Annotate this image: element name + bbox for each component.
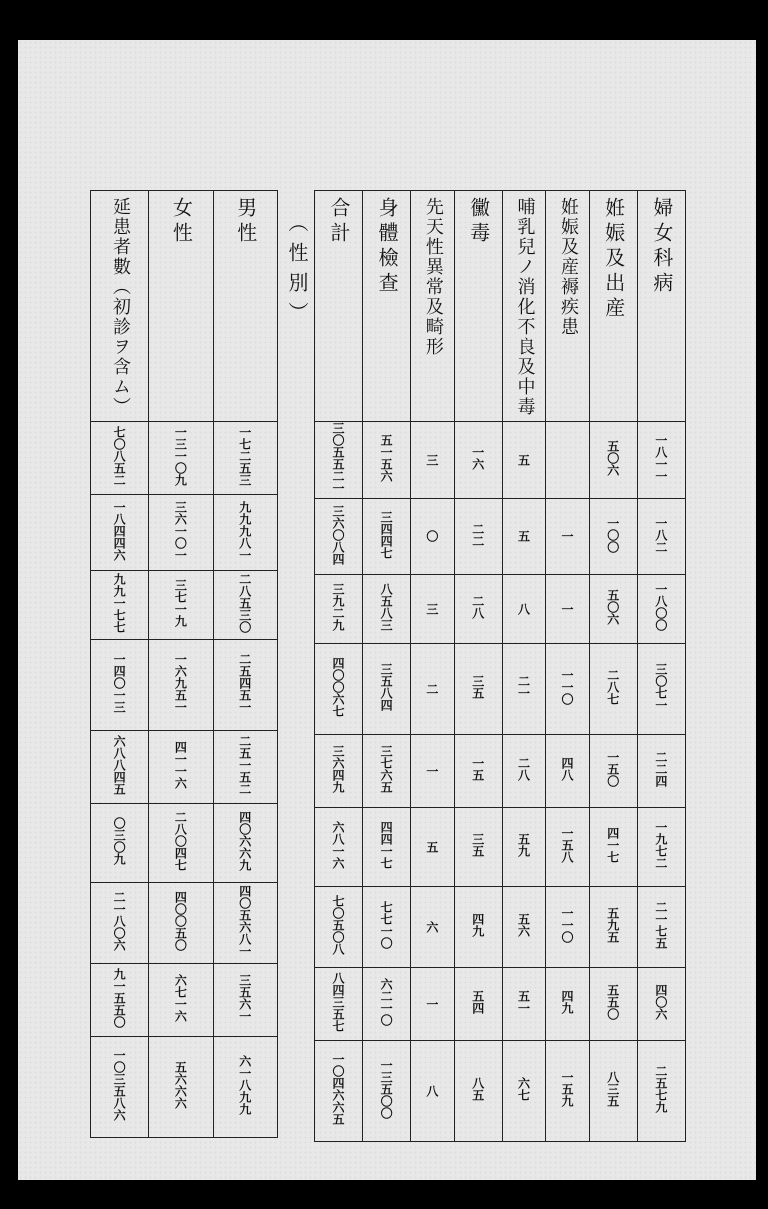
table-cell	[546, 735, 589, 808]
cell-value: 六二一〇	[379, 978, 394, 1026]
table-row	[91, 804, 278, 883]
cell-value: 三七一九	[173, 579, 188, 627]
table-cell	[546, 575, 589, 644]
table-cell	[213, 640, 277, 731]
cell-value: 一〇三五八六	[112, 1049, 127, 1121]
table-cell	[213, 964, 277, 1037]
table-cell	[315, 1041, 363, 1142]
column-header-label: 延患者數（初診ヲ含ム）	[110, 197, 132, 417]
cell-value: 五一五六	[379, 434, 394, 482]
table-cell	[637, 1041, 685, 1142]
table-cell	[149, 964, 213, 1037]
cell-value: 二八	[470, 595, 485, 619]
column-header-label: 哺乳兒ノ消化不良及中毒	[514, 197, 536, 417]
cell-value: 一	[559, 530, 574, 542]
column-header	[589, 191, 637, 422]
table-cell	[213, 422, 277, 495]
column-header-label: 姙娠及出産	[601, 197, 626, 322]
table-cell	[589, 499, 637, 575]
cell-value: 一八二	[653, 516, 668, 553]
table-cell	[363, 808, 411, 887]
disease-table	[314, 190, 686, 1142]
cell-value: 二一七五	[653, 901, 668, 949]
cell-value: 五六六六	[173, 1061, 188, 1109]
table-cell	[546, 887, 589, 968]
table-row	[315, 887, 686, 968]
table-cell	[502, 808, 545, 887]
cell-value: 九九一七七	[112, 573, 127, 633]
cell-value: 四〇六	[653, 984, 668, 1020]
table-cell	[91, 883, 149, 964]
cell-value: 七七一〇	[379, 901, 394, 949]
cell-value: 三五	[470, 675, 485, 699]
column-header-label: 男性	[233, 197, 258, 247]
cell-value: 二八五三〇	[237, 573, 252, 633]
cell-value: 二二四	[653, 751, 668, 787]
cell-value: 一四〇一三	[112, 653, 127, 713]
cell-value: 二一	[516, 675, 531, 699]
cell-value: 一五八	[559, 827, 574, 863]
table-cell	[315, 644, 363, 735]
table-cell	[91, 1037, 149, 1138]
cell-value: 六一八九九	[237, 1055, 252, 1115]
cell-value: 三六四九	[331, 745, 346, 793]
cell-value: 三五	[470, 833, 485, 857]
cell-value: 七〇五〇八	[331, 895, 346, 955]
table-cell	[149, 571, 213, 640]
cell-value: 三七六五	[379, 745, 394, 793]
column-header-label: 婦女科病	[649, 197, 674, 297]
table-cell	[454, 887, 502, 968]
table-row	[315, 1041, 686, 1142]
table-cell	[454, 644, 502, 735]
cell-value: 一一〇	[559, 669, 574, 705]
column-header	[637, 191, 685, 422]
cell-value: 三六一〇一	[173, 500, 188, 561]
column-header	[91, 191, 149, 422]
table-cell	[91, 731, 149, 804]
table-cell	[454, 422, 502, 499]
cell-value: 一八〇〇	[653, 583, 668, 631]
cell-value: 四〇〇六七	[331, 657, 346, 717]
cell-value: 五	[516, 453, 531, 466]
table-cell	[91, 422, 149, 495]
column-header	[213, 191, 277, 422]
cell-value: 一五	[470, 757, 485, 781]
cell-value: 三五六一	[237, 974, 252, 1022]
table-cell	[363, 968, 411, 1041]
column-header	[363, 191, 411, 422]
cell-value: 一五〇	[605, 751, 620, 787]
table-row	[91, 731, 278, 804]
cell-value: 一八四四六	[112, 500, 127, 561]
table-cell	[363, 887, 411, 968]
cell-value: 二八	[516, 757, 531, 781]
table-cell	[315, 499, 363, 575]
cell-value: 五九五	[605, 907, 620, 943]
table-row	[91, 640, 278, 731]
table-cell	[589, 575, 637, 644]
cell-value: 一〇〇	[605, 516, 620, 553]
table-row	[91, 964, 278, 1037]
table-cell	[546, 968, 589, 1041]
column-header	[149, 191, 213, 422]
table-cell	[411, 735, 454, 808]
cell-value: 三〇五五二一	[331, 422, 346, 494]
table-cell	[502, 499, 545, 575]
table-cell	[546, 1041, 589, 1142]
cell-value: 八三五	[605, 1071, 620, 1107]
cell-value: 五一	[516, 990, 531, 1014]
table-cell	[315, 422, 363, 499]
cell-value: 四〇六六九	[237, 811, 252, 871]
cell-value: 八五八三	[379, 583, 394, 631]
table-row	[91, 883, 278, 964]
table-cell	[589, 1041, 637, 1142]
table-cell	[411, 808, 454, 887]
cell-value: 六八八四五	[112, 735, 127, 795]
table-cell	[315, 968, 363, 1041]
table-cell	[589, 422, 637, 499]
cell-value: 八五	[470, 1077, 485, 1101]
cell-value: 一	[424, 764, 439, 777]
cell-value: 三	[424, 602, 439, 615]
table-cell	[502, 1041, 545, 1142]
table-cell	[589, 968, 637, 1041]
table-cell	[213, 883, 277, 964]
table-cell	[637, 644, 685, 735]
table-row	[315, 575, 686, 644]
section-heading: （性別）	[285, 212, 309, 332]
column-header-label: 黴毒	[466, 197, 491, 247]
cell-value: 四〇五六八一	[237, 885, 252, 957]
table-cell	[363, 1041, 411, 1142]
cell-value: 五	[516, 530, 531, 542]
column-header-label: 姙娠及産褥疾患	[557, 197, 579, 337]
table-cell	[363, 575, 411, 644]
cell-value: 二二	[470, 522, 485, 547]
table-cell	[589, 735, 637, 808]
table-cell	[454, 808, 502, 887]
cell-value: 一	[559, 602, 574, 615]
table-cell	[589, 808, 637, 887]
cell-value: 三四四七	[379, 510, 394, 559]
table-cell	[502, 735, 545, 808]
cell-value: 一九七二	[653, 821, 668, 869]
cell-value: 一三一〇九	[173, 426, 188, 486]
table-cell	[546, 644, 589, 735]
cell-value: 五四	[470, 990, 485, 1014]
table-cell	[363, 422, 411, 499]
cell-value: 四一七	[605, 827, 620, 863]
column-header-label: 女性	[169, 197, 194, 247]
table-cell	[411, 1041, 454, 1142]
cell-value: 一〇四六六五	[331, 1053, 346, 1125]
cell-value: 八四三五七	[331, 972, 346, 1032]
cell-value: 二	[424, 682, 439, 695]
cell-value: 〇三〇九	[112, 817, 127, 865]
column-header	[502, 191, 545, 422]
column-header-label: 身體檢查	[375, 197, 400, 297]
table-cell	[411, 887, 454, 968]
table-cell	[546, 422, 589, 499]
cell-value: 六	[424, 920, 439, 933]
table-cell	[315, 808, 363, 887]
table-row	[315, 644, 686, 735]
table-cell	[149, 883, 213, 964]
cell-value: 五〇六	[605, 440, 620, 476]
table-row	[315, 735, 686, 808]
cell-value: 四四一七	[379, 821, 394, 869]
table-row	[91, 495, 278, 571]
table-cell	[637, 499, 685, 575]
table-cell	[454, 1041, 502, 1142]
table-row	[315, 422, 686, 499]
cell-value: 二八七	[605, 669, 620, 705]
cell-value: 三九二九	[331, 583, 346, 631]
column-header-label: 合計	[327, 197, 352, 247]
cell-value: 五〇六	[605, 589, 620, 625]
cell-value: 九一五五〇	[112, 968, 127, 1028]
cell-value: 四九	[470, 913, 485, 937]
cell-value: 二五七九	[653, 1065, 668, 1113]
table-cell	[315, 575, 363, 644]
cell-value: 五	[424, 840, 439, 853]
cell-value: 四〇〇五〇	[173, 891, 188, 951]
table-cell	[363, 644, 411, 735]
table-cell	[637, 887, 685, 968]
table-cell	[315, 735, 363, 808]
table-cell	[91, 964, 149, 1037]
table-cell	[213, 571, 277, 640]
cell-value: 五六	[516, 913, 531, 937]
cell-value: 七〇八五二	[112, 426, 127, 486]
table-cell	[637, 735, 685, 808]
cell-value: 一七二五三	[237, 426, 252, 486]
column-header	[315, 191, 363, 422]
table-row	[91, 571, 278, 640]
cell-value: 四八	[559, 757, 574, 781]
table-cell	[454, 968, 502, 1041]
cell-value: 一三五〇〇	[379, 1059, 394, 1119]
table-cell	[589, 887, 637, 968]
table-cell	[213, 804, 277, 883]
cell-value: 二八〇四七	[173, 811, 188, 871]
table-cell	[411, 968, 454, 1041]
cell-value: 六八一六	[331, 821, 346, 869]
cell-value: 四九	[559, 990, 574, 1014]
table-cell	[637, 575, 685, 644]
column-header-label: 先天性異常及畸形	[422, 197, 444, 357]
table-cell	[454, 575, 502, 644]
cell-value: 二五四五一	[237, 653, 252, 713]
sex-table	[90, 190, 278, 1138]
cell-value: 五九	[516, 833, 531, 857]
table-cell	[149, 495, 213, 571]
table-cell	[91, 640, 149, 731]
table-cell	[149, 731, 213, 804]
cell-value: 二五一五二	[237, 735, 252, 795]
table-cell	[637, 808, 685, 887]
table-cell	[149, 640, 213, 731]
cell-value: 四一一六	[173, 741, 188, 789]
table-cell	[502, 644, 545, 735]
table-cell	[213, 731, 277, 804]
table-cell	[363, 735, 411, 808]
cell-value: 六七	[516, 1077, 531, 1101]
table-cell	[637, 422, 685, 499]
cell-value: 三	[424, 453, 439, 466]
table-cell	[502, 887, 545, 968]
table-cell	[502, 575, 545, 644]
cell-value: 三六〇八四	[331, 504, 346, 565]
table-cell	[149, 1037, 213, 1138]
table-cell	[91, 495, 149, 571]
table-cell	[213, 495, 277, 571]
table-cell	[411, 644, 454, 735]
cell-value: 三五八四	[379, 663, 394, 711]
column-header	[454, 191, 502, 422]
table-cell	[502, 968, 545, 1041]
column-header	[546, 191, 589, 422]
table-cell	[91, 571, 149, 640]
cell-value: 三〇七一	[653, 663, 668, 711]
table-row	[315, 499, 686, 575]
table-cell	[546, 499, 589, 575]
cell-value: 一八一一	[653, 434, 668, 482]
cell-value: 五五〇	[605, 984, 620, 1020]
cell-value: 九九九八一	[237, 500, 252, 561]
cell-value: 一五九	[559, 1071, 574, 1107]
table-cell	[546, 808, 589, 887]
table-cell	[502, 422, 545, 499]
cell-value: 一六九五一	[173, 653, 188, 713]
table-cell	[454, 499, 502, 575]
table-cell	[454, 735, 502, 808]
cell-value: 一	[424, 997, 439, 1010]
cell-value: 八	[516, 602, 531, 615]
table-cell	[411, 499, 454, 575]
table-cell	[315, 887, 363, 968]
cell-value: 一六	[470, 446, 485, 470]
cell-value: 六七一六	[173, 974, 188, 1022]
cell-value: 〇	[424, 530, 439, 542]
cell-value: 二一八〇六	[112, 891, 127, 951]
table-cell	[411, 422, 454, 499]
table-row	[91, 422, 278, 495]
table-cell	[91, 804, 149, 883]
table-cell	[363, 499, 411, 575]
cell-value: 一一〇	[559, 907, 574, 943]
table-row	[91, 1037, 278, 1138]
table-cell	[637, 968, 685, 1041]
column-header	[411, 191, 454, 422]
table-cell	[411, 575, 454, 644]
cell-value: 八	[424, 1084, 439, 1097]
table-cell	[213, 1037, 277, 1138]
table-row	[315, 968, 686, 1041]
table-cell	[149, 422, 213, 495]
table-row	[315, 808, 686, 887]
table-cell	[149, 804, 213, 883]
table-cell	[589, 644, 637, 735]
document-page	[18, 40, 756, 1180]
